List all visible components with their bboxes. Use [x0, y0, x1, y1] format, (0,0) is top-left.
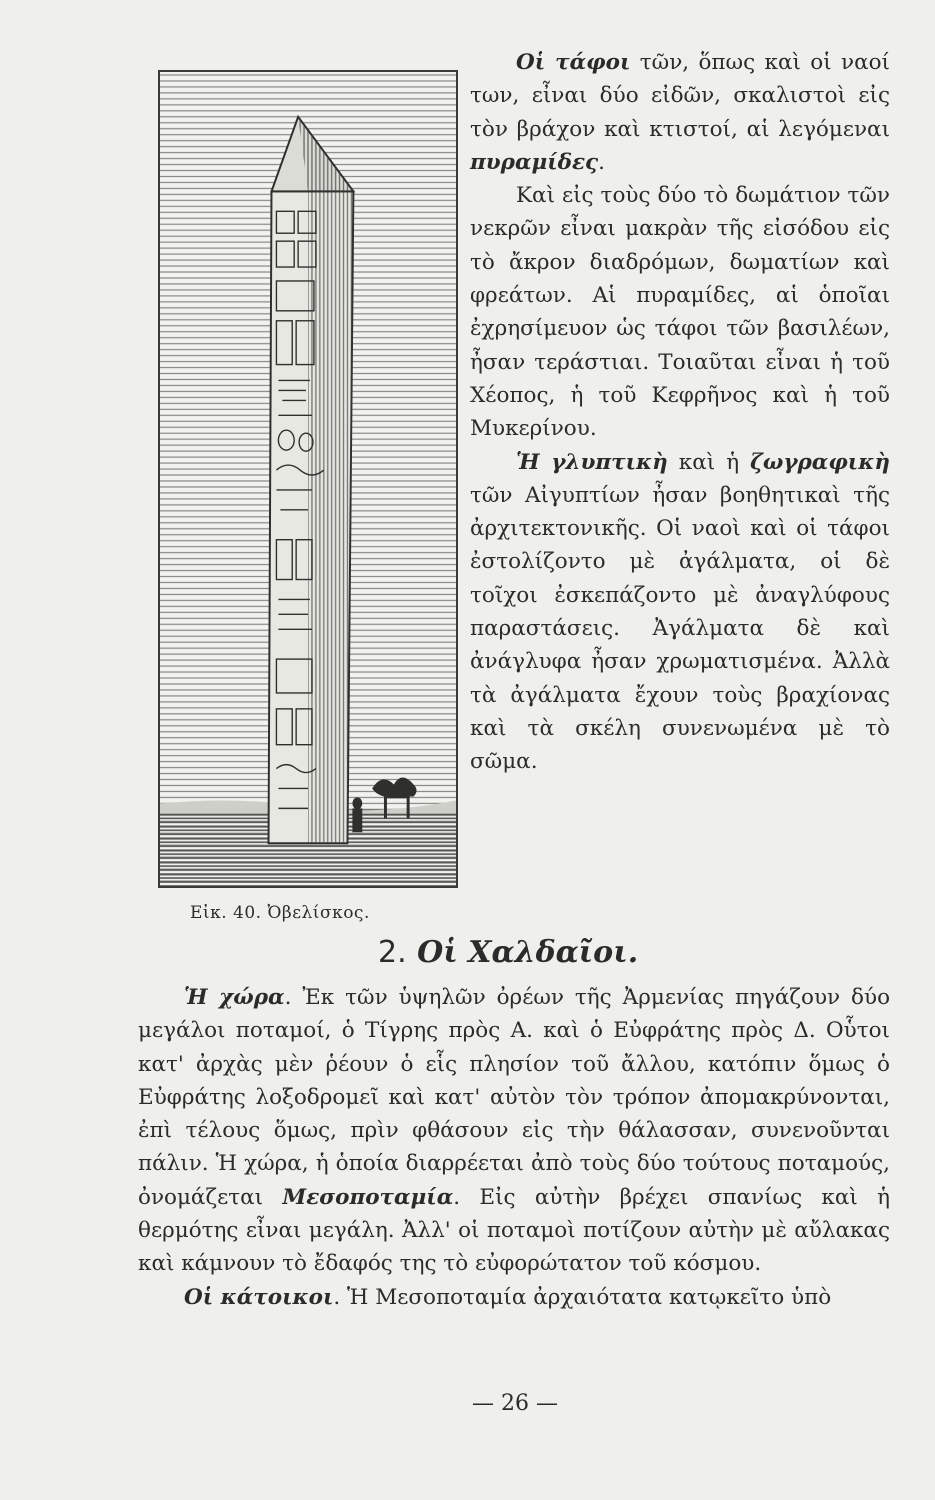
right-column [470, 46, 890, 779]
text-country-1: . Ἐκ τῶν ὑψηλῶν ὀρέων τῆς Ἀρμενίας πηγάζουν δύο μεγάλοι ποταμοί, ὁ Τίγρης πρὸς Α. καὶ ὁ Εὐφράτης πρὸς Δ. Οὗτοι κατ' ἀρχὰς μὲν ῥέουν ὁ εἷς πλησίον τοῦ ἄλλου, κατόπιν ὅμως ὁ Εὐφράτης λοξοδρομεῖ καὶ κατ' αὐτὸν τὸν τρόπον ἀπομακρύνονται, ἐπὶ τέλους ὅμως, πρὶν φθάσουν εἰς τὴν θάλασσαν, συνενοῦνται πάλιν. Ἡ χώρα, ἡ ὁποία διαρρέεται ἀπὸ τοὺς δύο τούτους ποταμούς, ὀνομάζεται [138, 985, 891, 1210]
page-number: — 26 — [472, 1391, 558, 1416]
paragraph-country [138, 981, 890, 1281]
text-inhabitants: . Ἡ Μεσοποταμία ἀρχαιότατα κατῳκεῖτο ὑπὸ [333, 1284, 832, 1310]
text-sculpture: τῶν Αἰγυπτίων ἦσαν βοηθητικαὶ τῆς ἀρχιτεκτονικῆς. Οἱ ναοὶ καὶ οἱ τάφοι ἐστολίζοντο μὲ ἀγάλματα, οἱ δὲ τοῖχοι ἐσκεπάζοντο μὲ ἀναγλύφους παραστάσεις. Ἀγάλματα δὲ καὶ ἀνάγλυφα ἦσαν χρωματισμένα. Ἀλλὰ τὰ ἀγάλματα ἔχουν τοὺς βραχίονας καὶ τὰ σκέλη συνενωμένα μὲ τὸ σῶμα. [470, 482, 890, 775]
lead-sculpture: Ἡ γλυπτικὴ [516, 449, 668, 475]
lead-inhabitants: Οἱ κάτοικοι [184, 1284, 334, 1310]
paragraph-sculpture [470, 446, 890, 779]
end-tombs: . [598, 149, 605, 175]
term-pyramids: πυραμίδες [470, 149, 599, 175]
lead-tombs: Οἱ τάφοι [516, 50, 631, 75]
lead-country: Ἡ χώρα [184, 985, 285, 1010]
figure-caption: Εἰκ. 40. Ὀβελίσκος. [190, 903, 370, 923]
paragraph-burial-chamber: Καὶ εἰς τοὺς δύο τὸ δωμάτιον τῶν νεκρῶν εἶναι μακρὰν τῆς εἰσόδου εἰς τὸ ἄκρον διαδρόμων, δωματίων καὶ φρεάτων. Αἱ πυραμίδες, αἱ ὁποῖαι ἐχρησίμευον ὡς τάφοι τῶν βασιλέων, ἦσαν τεράστιαι. Τοιαῦται εἶναι ἡ τοῦ Χέοπος, ἡ τοῦ Κεφρῆνος καὶ ἡ τοῦ Μυκερίνου. [470, 183, 890, 442]
main-text [138, 981, 890, 1314]
obelisk-illustration [158, 70, 458, 888]
connector-and: καὶ ἡ [678, 449, 740, 475]
text-country-2: . Εἰς αὐτὴν βρέχει σπανίως καὶ ἡ θερμότης εἶναι μεγάλη. Ἀλλ' οἱ ποταμοὶ ποτίζουν αὐτὴν μὲ αὔλακας καὶ κάμνουν τὸ ἔδαφός της τὸ εὐφορώτατον τοῦ κόσμου. [138, 1184, 890, 1277]
section-title: Οἱ Χαλδαῖοι. [417, 935, 639, 970]
section-number: 2. [378, 935, 407, 970]
term-mesopotamia: Μεσοποταμία [282, 1184, 454, 1210]
lead-painting: ζωγραφικὴ [750, 449, 890, 475]
obelisk-engraving [160, 72, 456, 886]
paragraph-tombs [470, 46, 890, 179]
text-tombs: τῶν, ὅπως καὶ οἱ ναοί των, εἶναι δύο εἰδῶν, σκαλιστοὶ εἰς τὸν βράχον καὶ κτιστοί, αἱ λεγόμεναι [470, 50, 890, 142]
section-heading [378, 935, 678, 970]
paragraph-inhabitants [138, 1281, 890, 1314]
